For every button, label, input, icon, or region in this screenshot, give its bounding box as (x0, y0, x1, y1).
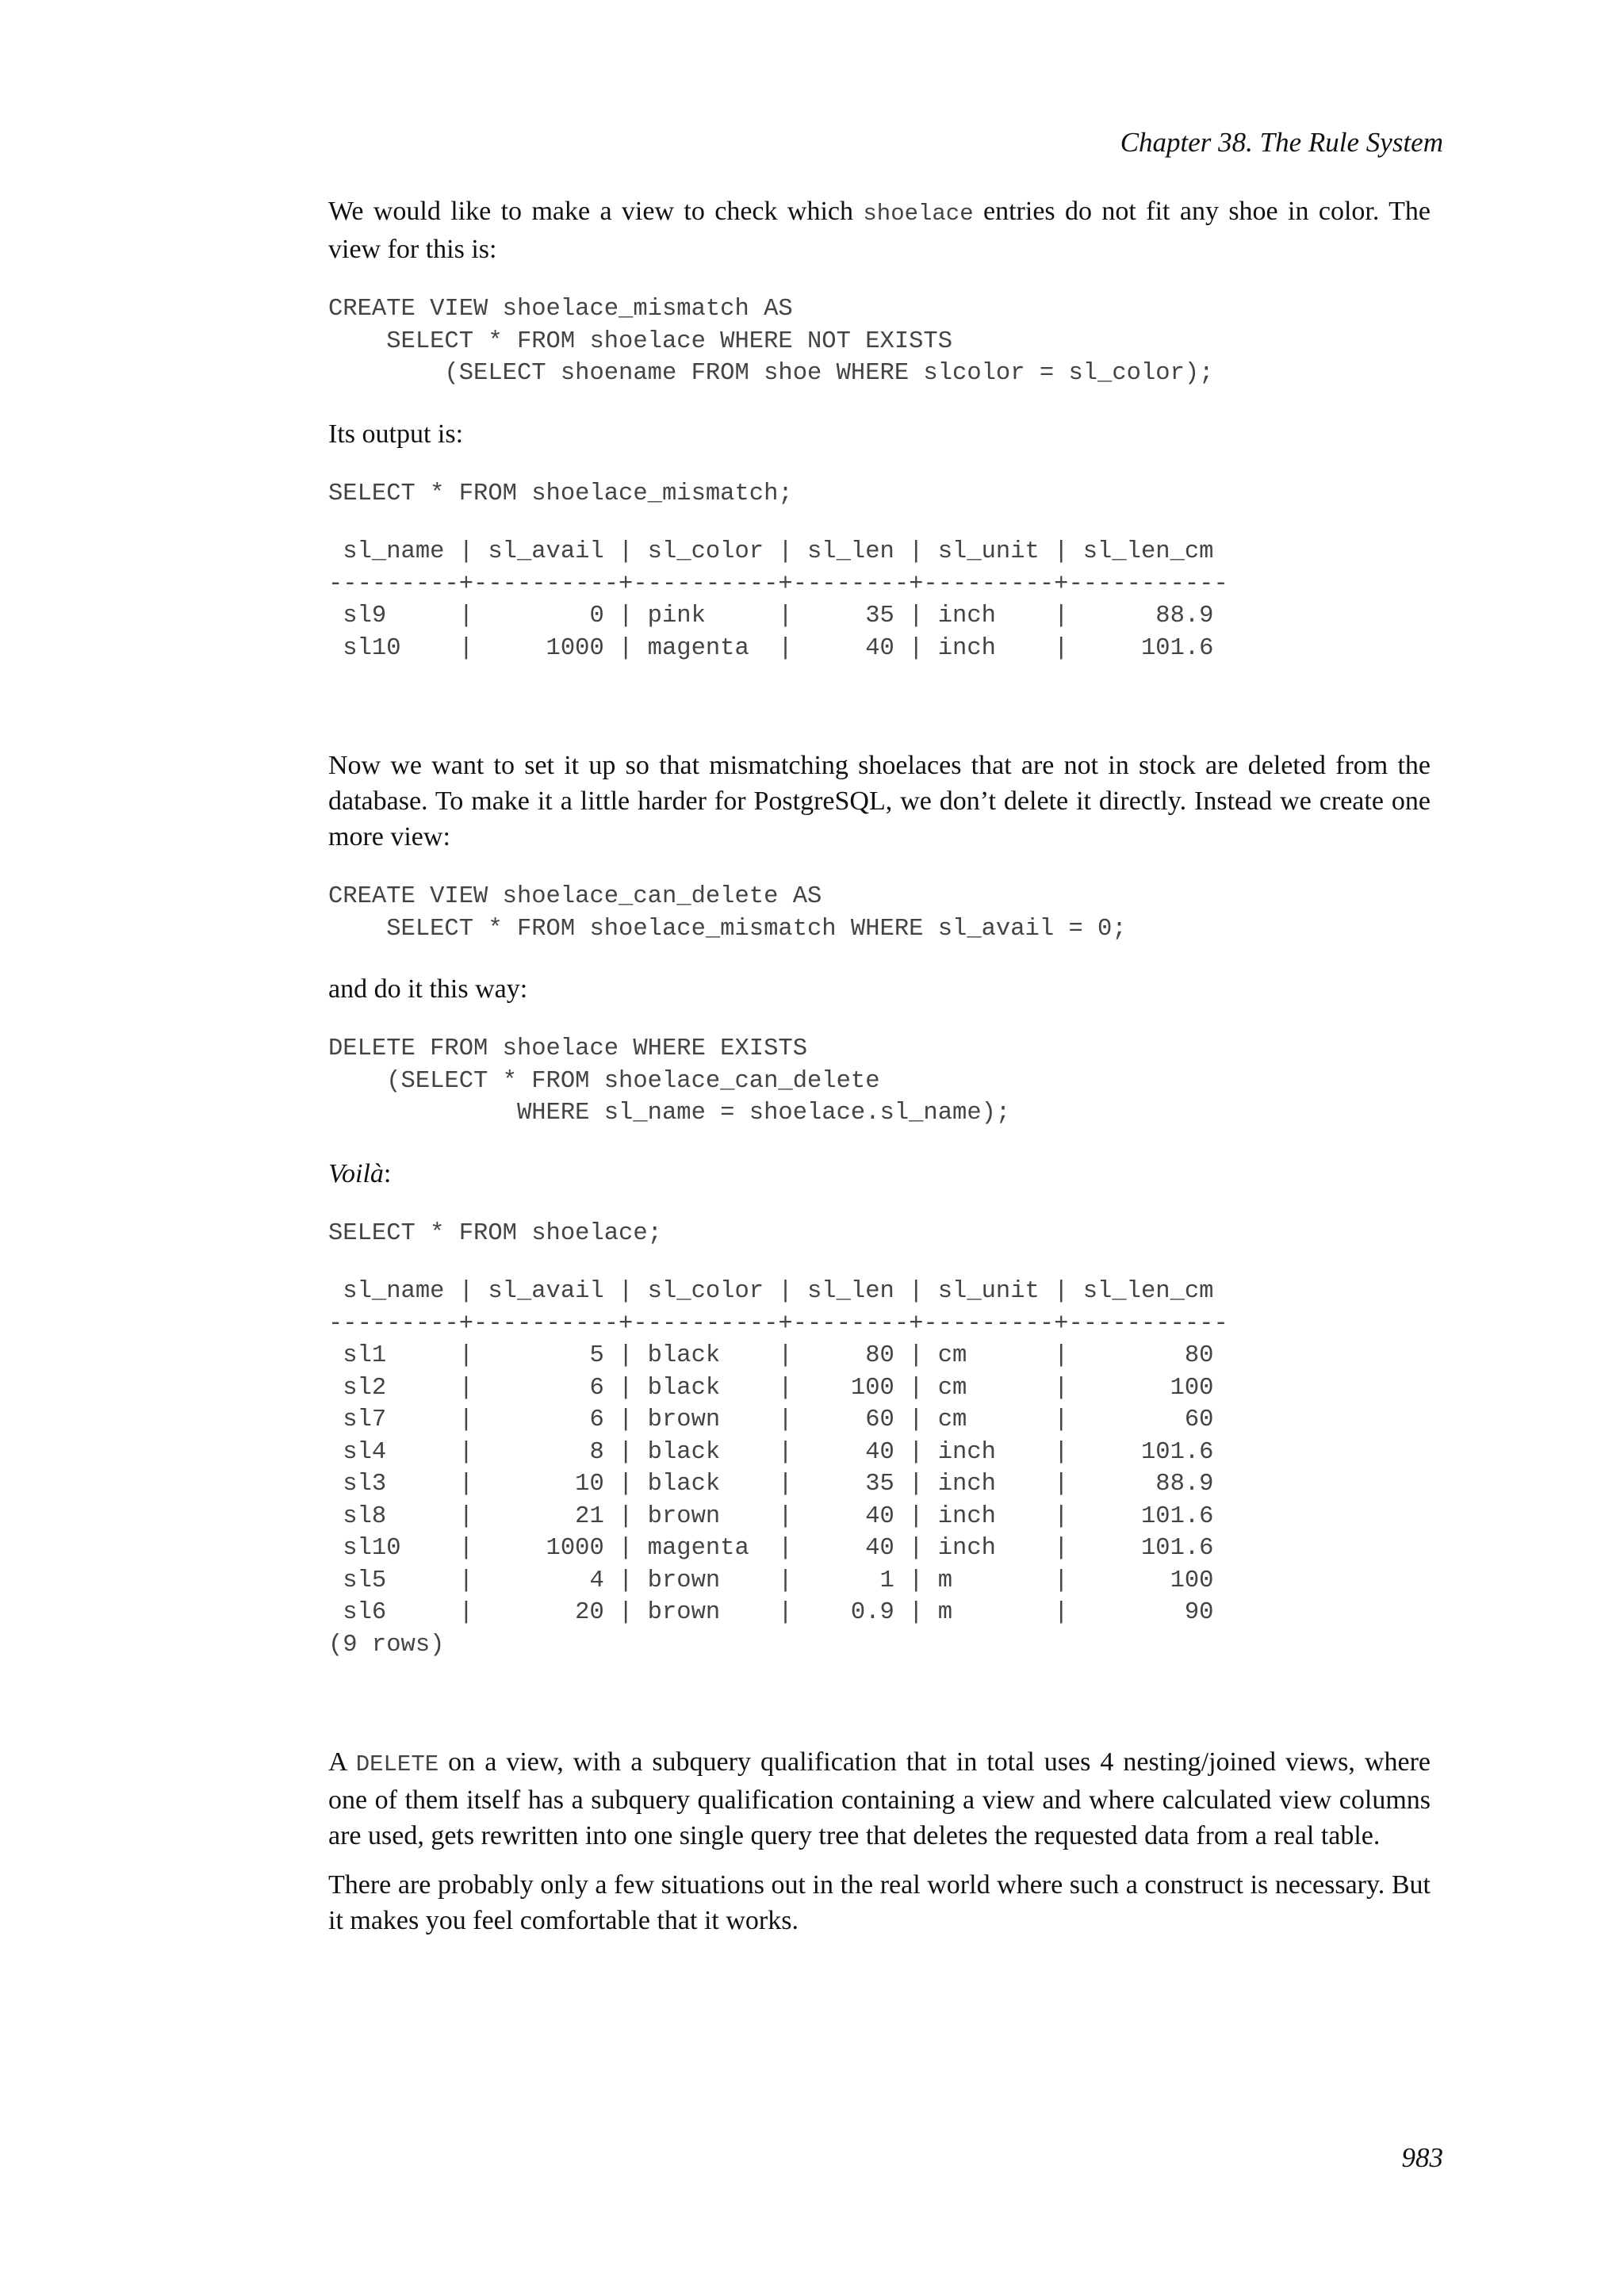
delete-setup-paragraph: Now we want to set it up so that mismatching shoelaces that are not in stock are deleted from the database. To make it a little harder for PostgreSQL, we don’t delete it directly. Instead we create one more view: (328, 751, 1431, 851)
intro-paragraph (328, 193, 1431, 267)
voila-paragraph (328, 1156, 1431, 1192)
voila-italic: Voilà (328, 1158, 384, 1188)
closing-paragraph: There are probably only a few situations out in the real world where such a construct is necessary. But it makes you feel comfortable that it works. (328, 1870, 1431, 1935)
table-row: sl4 | 8 | black | 40 | inch | 101.6 (328, 1438, 1214, 1466)
output-intro-paragraph: Its output is: (328, 419, 464, 449)
table-row: sl5 | 4 | brown | 1 | m | 100 (328, 1567, 1214, 1594)
explanation-text-after: on a view, with a subquery qualification that in total uses 4 nesting/joined views, where one of them itself has a subquery qualification containing a view and where calculated view columns are used, gets rewritten into one single query tree that deletes the requested data from a real table. (328, 1747, 1431, 1850)
code-create-view-mismatch: CREATE VIEW shoelace_mismatch AS SELECT * FROM shoelace WHERE NOT EXISTS (SELECT shoename FROM shoe WHERE slcolor = sl_color); (328, 296, 1214, 387)
intro-text-after: entries do not fit any shoe in color. The view for this is: (328, 197, 1431, 264)
table-row: sl9 | 0 | pink | 35 | inch | 88.9 (328, 603, 1214, 629)
table-separator-row: ---------+----------+----------+--------+---------+----------- (328, 1310, 1228, 1337)
table-header-row: sl_name | sl_avail | sl_color | sl_len | sl_unit | sl_len_cm (328, 538, 1214, 565)
code-delete-statement: DELETE FROM shoelace WHERE EXISTS (SELECT * FROM shoelace_can_delete WHERE sl_name = shoelace.sl_name); (328, 1035, 1011, 1127)
table-separator-row: ---------+----------+----------+--------+---------+----------- (328, 570, 1228, 598)
inline-code-delete: DELETE (355, 1751, 439, 1777)
inline-code-shoelace: shoelace (863, 201, 974, 227)
result-table-mismatch (328, 536, 1431, 664)
table-row: sl1 | 5 | black | 80 | cm | 80 (328, 1342, 1214, 1369)
running-header: Chapter 38. The Rule System (1120, 127, 1443, 158)
table-row: sl10 | 1000 | magenta | 40 | inch | 101.6 (328, 1535, 1214, 1562)
table-row: sl10 | 1000 | magenta | 40 | inch | 101.6 (328, 634, 1214, 662)
table-row: sl6 | 20 | brown | 0.9 | m | 90 (328, 1599, 1214, 1626)
delete-explanation-paragraph (328, 1744, 1431, 1854)
table-row: sl3 | 10 | black | 35 | inch | 88.9 (328, 1471, 1214, 1498)
table-row: sl2 | 6 | black | 100 | cm | 100 (328, 1374, 1214, 1402)
page-number: 983 (1401, 2142, 1443, 2173)
query-select-mismatch: SELECT * FROM shoelace_mismatch; (328, 480, 793, 507)
intro-text-before: We would like to make a view to check which (328, 197, 864, 226)
result-table-shoelace (328, 1276, 1431, 1661)
explanation-text-before: A (328, 1747, 356, 1777)
table-row: sl7 | 6 | brown | 60 | cm | 60 (328, 1406, 1214, 1433)
do-it-paragraph: and do it this way: (328, 974, 528, 1004)
voila-colon: : (383, 1158, 392, 1188)
table-row-count: (9 rows) (328, 1631, 445, 1659)
table-header-row: sl_name | sl_avail | sl_color | sl_len | sl_unit | sl_len_cm (328, 1278, 1214, 1305)
table-row: sl8 | 21 | brown | 40 | inch | 101.6 (328, 1502, 1214, 1530)
page-content (328, 193, 1431, 1965)
code-create-view-can-delete: CREATE VIEW shoelace_can_delete AS SELECT * FROM shoelace_mismatch WHERE sl_avail = 0; (328, 883, 1127, 943)
query-select-shoelace: SELECT * FROM shoelace; (328, 1219, 662, 1247)
